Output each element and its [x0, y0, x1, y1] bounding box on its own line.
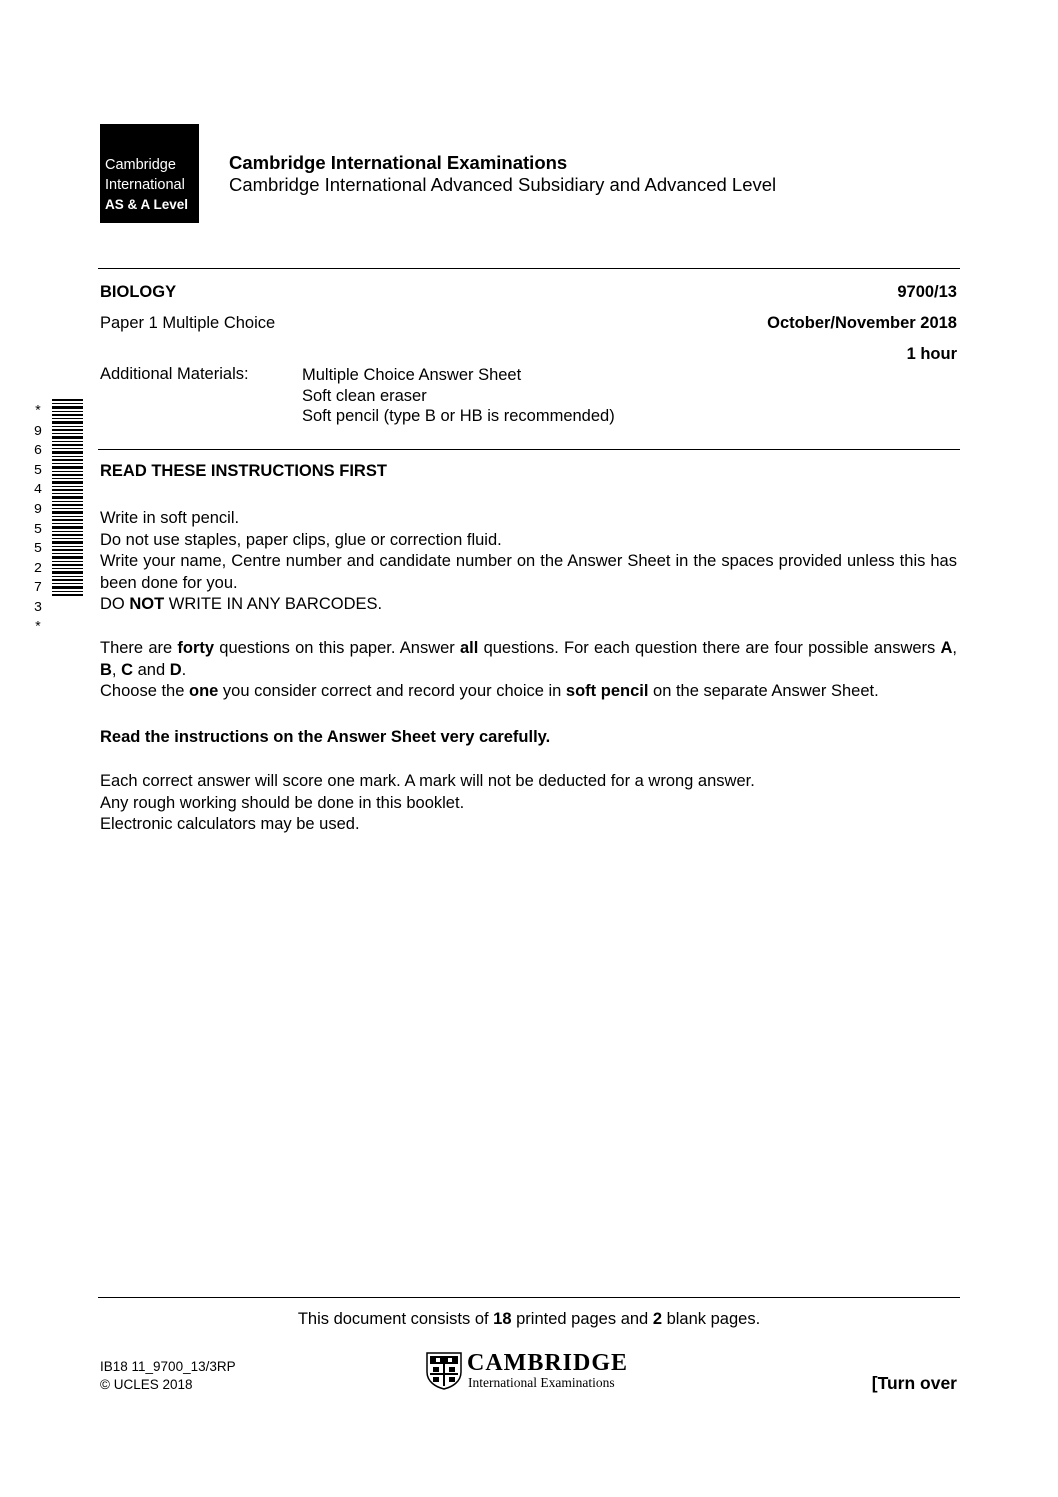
instruction-line: Write your name, Centre number and candidate number on the Answer Sheet in the spaces provided unless this has been done for you. — [100, 552, 957, 592]
instruction-line: Do not use staples, paper clips, glue or correction fluid. — [100, 530, 502, 549]
barcode-number: * 9 6 5 4 9 5 5 2 7 3 * — [33, 404, 43, 636]
paper-code: 9700/13 — [897, 283, 957, 301]
instructions-heading: READ THESE INSTRUCTIONS FIRST — [100, 462, 387, 480]
paper-name: Paper 1 Multiple Choice — [100, 314, 276, 332]
instruction-line: Choose the one you consider correct and record your choice in soft pencil on the separate Answer Sheet. — [100, 682, 879, 700]
subject: BIOLOGY — [100, 283, 177, 301]
instruction-line: Write in soft pencil. — [100, 509, 240, 527]
instructions-divider — [98, 449, 960, 450]
instruction-line: Each correct answer will score one mark. A mark will not be deducted for a wrong answer. — [100, 772, 755, 790]
footer-reference — [100, 1358, 236, 1394]
cambridge-wordmark: CAMBRIDGE — [467, 1350, 629, 1376]
page-count-note: This document consists of 18 printed pages and 2 blank pages. — [297, 1310, 761, 1328]
instructions-paragraph-1 — [100, 508, 957, 616]
answer-sheet-notice: Read the instructions on the Answer Sheet very carefully. — [100, 728, 551, 746]
material-item: Multiple Choice Answer Sheet — [302, 366, 522, 384]
instruction-line: Electronic calculators may be used. — [100, 815, 360, 833]
copyright: © UCLES 2018 — [100, 1377, 193, 1392]
turn-over: [Turn over — [871, 1373, 957, 1393]
barcode — [52, 399, 83, 596]
material-item: Soft clean eraser — [302, 386, 427, 405]
instructions-paragraph-2 — [100, 638, 957, 703]
cambridge-crest-icon — [426, 1352, 462, 1390]
instruction-line: Any rough working should be done in this booklet. — [100, 793, 465, 812]
logo-line-1: Cambridge — [105, 157, 176, 173]
cambridge-as-a-level-logo — [100, 124, 199, 223]
header-title: Cambridge International Examinations — [229, 152, 568, 173]
document-reference: IB18 11_9700_13/3RP — [100, 1359, 236, 1374]
top-divider — [98, 268, 960, 269]
cambridge-wordmark-subtitle: International Examinations — [468, 1375, 615, 1390]
instruction-line: There are forty questions on this paper. Answer all questions. For each question there are four possible answers A, B, C and D. — [100, 639, 958, 679]
footer-divider — [98, 1297, 960, 1298]
exam-session: October/November 2018 — [767, 314, 957, 332]
instruction-line: DO NOT WRITE IN ANY BARCODES. — [100, 595, 383, 613]
instructions-paragraph-3 — [100, 771, 957, 836]
exam-duration: 1 hour — [906, 345, 957, 363]
materials-label: Additional Materials: — [100, 365, 249, 383]
materials-list — [302, 365, 615, 427]
material-item: Soft pencil (type B or HB is recommended) — [302, 407, 615, 425]
logo-line-3: AS & A Level — [105, 197, 189, 212]
logo-line-2: International — [105, 177, 185, 193]
header-subtitle: Cambridge International Advanced Subsidiary and Advanced Level — [229, 174, 777, 195]
